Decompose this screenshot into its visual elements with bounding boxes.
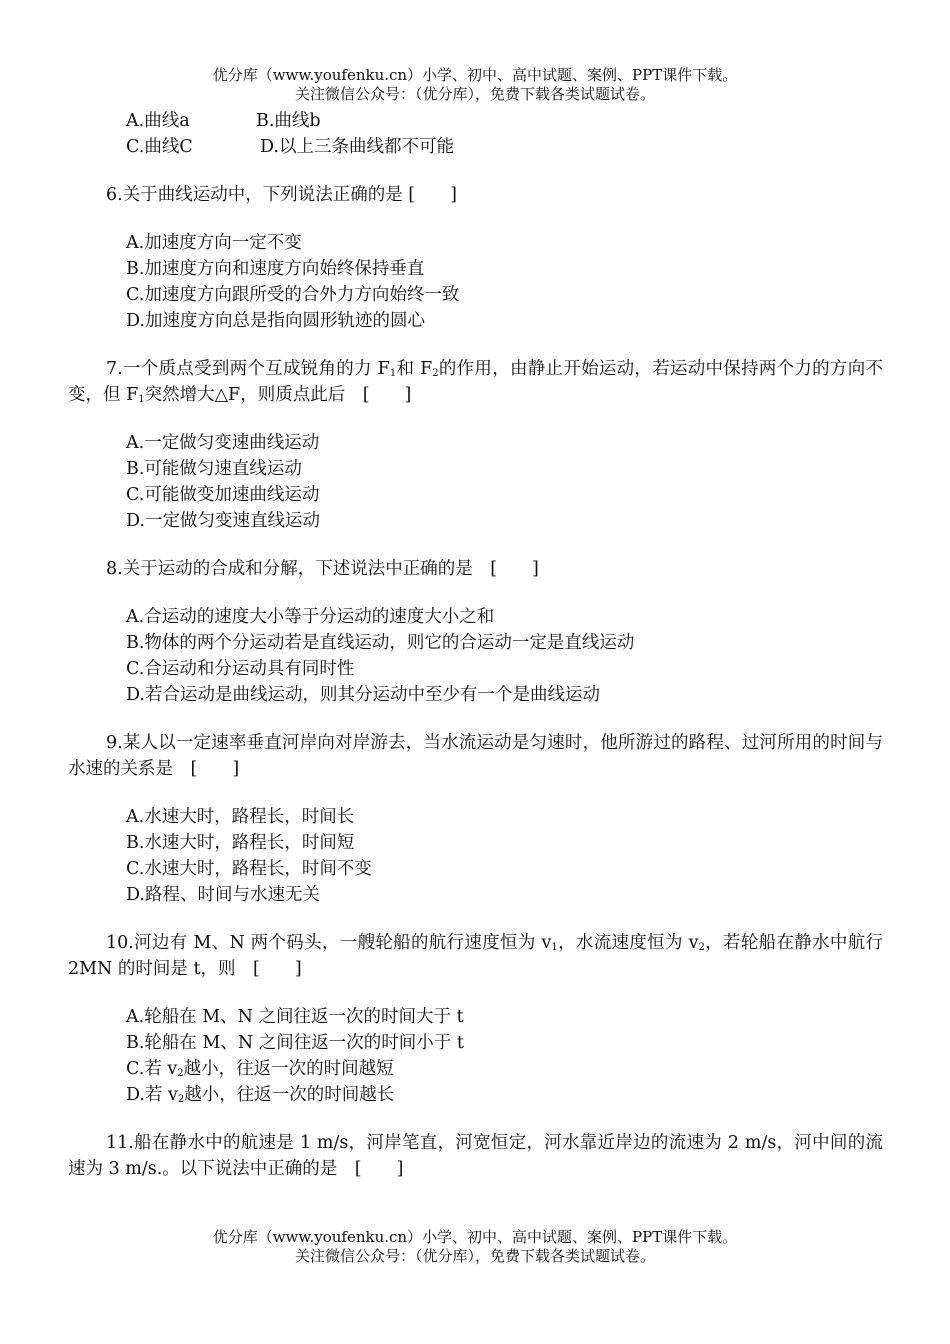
footer-line-1: 优分库（www.youfenku.cn）小学、初中、高中试题、案例、PPT课件下载。 [212,1228,738,1246]
q7-stem [68,356,883,408]
q11-stem: 11.船在静水中的航速是 1 m/s，河岸笔直，河宽恒定，河水靠近岸边的流速为 2 m/s，河中间的流速为 3 m/s.。以下说法中正确的是 [ ] [68,1133,883,1179]
q10-option-c-sub: 2 [177,1068,184,1079]
q10-sub-2: 2 [698,942,705,953]
q7-sub-1: 1 [389,368,397,379]
header-line-2: 关注微信公众号：（优分库），免费下载各类试题试卷。 [294,85,655,103]
q10-option-c [68,1056,883,1082]
q7-option-a: A.一定做匀变速曲线运动 [126,433,320,453]
q10-option-b: B.轮船在 M、N 之间往返一次的时间小于 t [126,1033,464,1053]
q8-option-c: C.合运动和分运动具有同时性 [126,659,355,679]
q10-sub-1: 1 [551,942,558,953]
page-header [0,66,950,104]
q8-stem: 8.关于运动的合成和分解，下述说法中正确的是 [ ] [106,559,539,579]
q8-option-d: D.若合运动是曲线运动，则其分运动中至少有一个是曲线运动 [126,685,600,705]
q10-stem [68,930,883,982]
q10-option-d-post: 越小，往返一次的时间越长 [184,1085,395,1105]
q10-option-d-pre: D.若 v [126,1085,178,1105]
q7-option-c: C.可能做变加速曲线运动 [126,485,320,505]
q5-option-row-2 [68,134,883,160]
q6-option-b: B.加速度方向和速度方向始终保持垂直 [126,259,425,279]
q7-stem-part-c: 的作用，由静止开始运动，若运动中保持两个力的方向不变，但 F [68,359,883,405]
q10-option-c-pre: C.若 v [126,1059,178,1079]
q5-option-d: D.以上三条曲线都不可能 [260,137,454,157]
q7-option-b: B.可能做匀速直线运动 [126,459,302,479]
q10-option-d-sub: 2 [177,1094,185,1105]
question-content [68,108,883,1182]
q8-option-a: A.合运动的速度大小等于分运动的速度大小之和 [126,607,495,627]
q6-option-c: C.加速度方向跟所受的合外力方向始终一致 [126,285,460,305]
q6-option-a: A.加速度方向一定不变 [126,233,302,253]
q10-option-a: A.轮船在 M、N 之间往返一次的时间大于 t [126,1007,464,1027]
q10-option-d [68,1082,883,1108]
q9-option-d: D.路程、时间与水速无关 [126,885,320,905]
q8-option-b: B.物体的两个分运动若是直线运动，则它的合运动一定是直线运动 [126,633,635,653]
q9-stem: 9.某人以一定速率垂直河岸向对岸游去，当水流运动是匀速时，他所游过的路程、过河所用的时间与水速的关系是 [ ] [68,733,883,779]
q7-option-d: D.一定做匀变速直线运动 [126,511,320,531]
q5-option-row-1 [68,108,883,134]
q5-option-c: C.曲线C [126,137,193,157]
q9-option-b: B.水速大时，路程长，时间短 [126,833,355,853]
page-footer [0,1228,950,1266]
q7-stem-part-d: 突然增大△F，则质点此后 [ ] [144,385,412,405]
q6-option-d: D.加速度方向总是指向圆形轨迹的圆心 [126,311,425,331]
footer-line-2: 关注微信公众号：（优分库），免费下载各类试题试卷。 [294,1247,655,1265]
q7-sub-3: 1 [138,394,145,405]
q9-option-c: C.水速大时，路程长，时间不变 [126,859,372,879]
q7-stem-part-a: 7.一个质点受到两个互成锐角的力 F [106,359,390,379]
q9-option-a: A.水速大时，路程长，时间长 [126,807,355,827]
q10-stem-part-c: ，若轮船在静水中航行 2MN 的时间是 t，则 [ ] [68,933,884,979]
q5-option-a: A.曲线a [126,111,190,131]
q6-stem: 6.关于曲线运动中，下列说法正确的是 [ ] [106,185,457,205]
q7-stem-part-b: 和 F [396,359,433,379]
q10-stem-part-b: ，水流速度恒为 v [557,933,699,953]
q5-option-b: B.曲线b [256,111,321,131]
header-line-1: 优分库（www.youfenku.cn）小学、初中、高中试题、案例、PPT课件下载。 [212,66,738,84]
q10-stem-part-a: 10.河边有 M、N 两个码头，一艘轮船的航行速度恒为 v [106,933,552,953]
q7-sub-2: 2 [432,368,439,379]
q10-option-c-post: 越小，往返一次的时间越短 [183,1059,394,1079]
